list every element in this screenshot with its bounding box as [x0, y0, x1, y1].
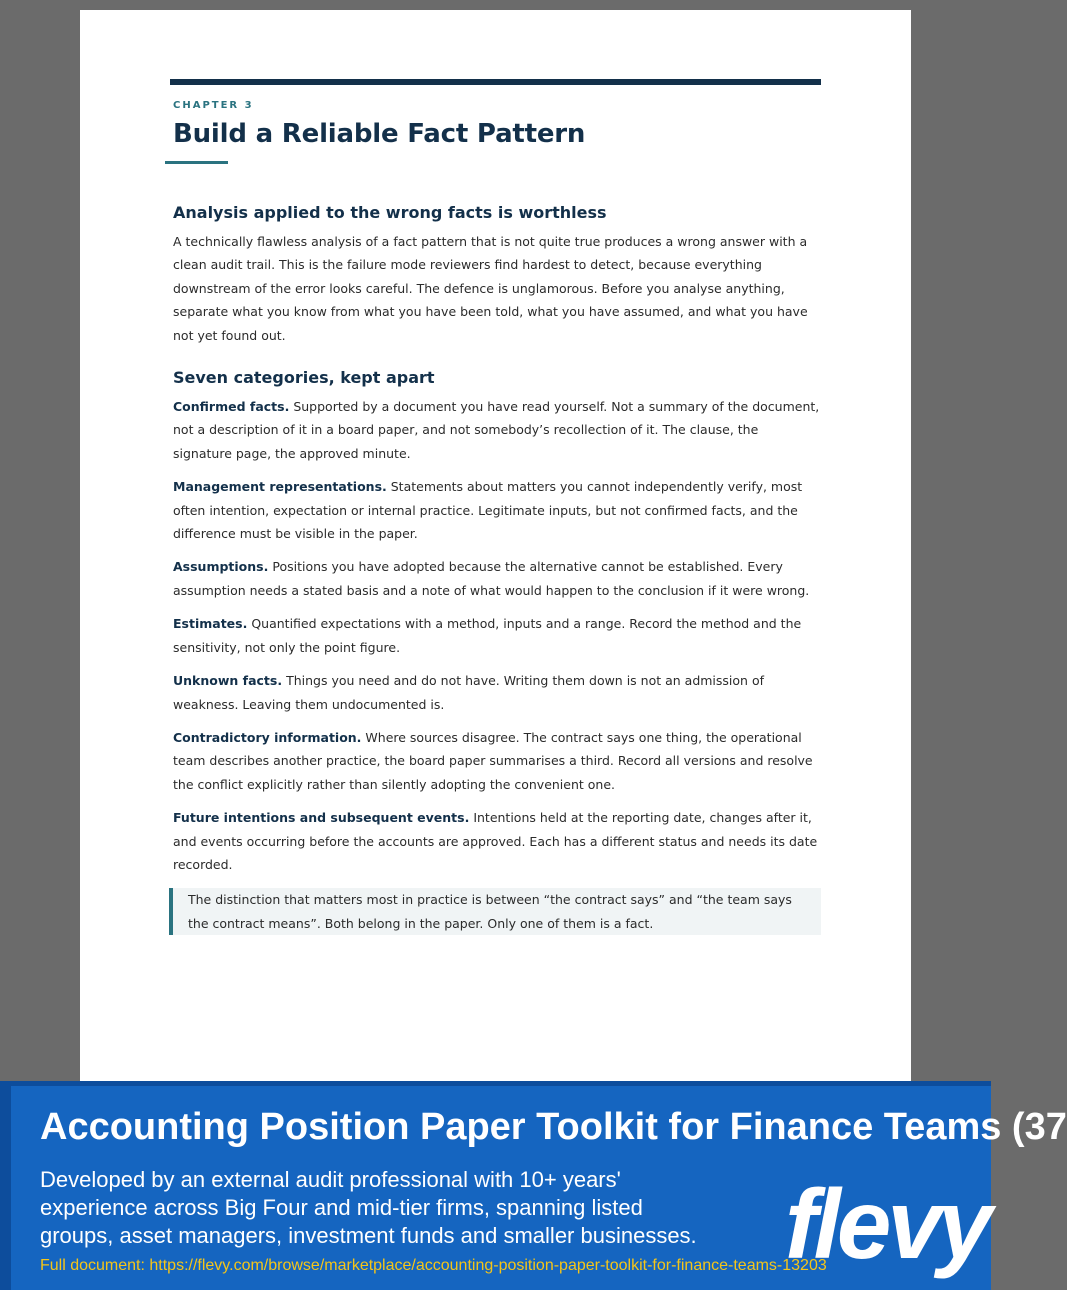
- banner-title-suffix: (37: [1001, 1106, 1067, 1148]
- banner-title-bold: Accounting Position Paper Toolkit for Finance Teams: [40, 1106, 1002, 1148]
- banner-top-strip: [0, 1081, 991, 1086]
- category-text: Supported by a document you have read yourself. Not a summary of the document, not a description of it in a board paper, and not somebody’s recollection of it. The clause, the signature page, the approved minute.: [173, 399, 820, 461]
- chapter-content: [173, 202, 821, 935]
- category-item: [173, 669, 821, 716]
- title-underline: [165, 161, 228, 164]
- category-term: Estimates.: [173, 616, 248, 632]
- category-item: [173, 726, 821, 796]
- section-body: A technically flawless analysis of a fact pattern that is not quite true produces a wrong answer with a clean audit trail. This is the failure mode reviewers find hardest to detect, because everything downstream of the error looks careful. The defence is unglamorous. Before you analyse anything, separate what you know from what you have been told, what you have assumed, and what you have not yet found out.: [173, 234, 808, 343]
- section-heading: Analysis applied to the wrong facts is worthless: [173, 203, 607, 222]
- category-term: Management representations.: [173, 479, 387, 495]
- category-text: Positions you have adopted because the alternative cannot be established. Every assumption needs a stated basis and a note of what would happen to the conclusion if it were wrong.: [173, 559, 810, 598]
- top-rule: [170, 79, 821, 85]
- banner-left-strip: [0, 1081, 11, 1290]
- category-text: Things you need and do not have. Writing them down is not an admission of weakness. Leaving them undocumented is.: [173, 673, 764, 712]
- category-term: Assumptions.: [173, 559, 269, 575]
- category-term: Contradictory information.: [173, 729, 362, 745]
- category-item: [173, 555, 821, 602]
- document-link[interactable]: Full document: https://flevy.com/browse/marketplace/accounting-position-paper-toolkit-for-finance-teams-13203: [40, 1257, 827, 1274]
- callout-box: The distinction that matters most in practice is between “the contract says” and “the team says the contract means”. Both belong in the paper. Only one of them is a fact.: [169, 888, 821, 935]
- category-text: Quantified expectations with a method, inputs and a range. Record the method and the sensitivity, not only the point figure.: [173, 616, 802, 655]
- category-item: [173, 395, 821, 465]
- category-text: Statements about matters you cannot independently verify, most often intention, expectation or internal practice. Legitimate inputs, but not confirmed facts, and the difference must be visible in the paper.: [173, 479, 803, 542]
- category-term: Future intentions and subsequent events.: [173, 810, 470, 826]
- category-item: [173, 475, 821, 545]
- category-text: Intentions held at the reporting date, changes after it, and events occurring before the accounts are approved. Each has a different status and needs its date recorded.: [173, 810, 818, 872]
- chapter-title: Build a Reliable Fact Pattern: [173, 119, 586, 149]
- chapter-label: CHAPTER 3: [173, 100, 254, 111]
- category-text: Where sources disagree. The contract says one thing, the operational team describes another practice, the board paper summarises a third. Record all versions and resolve the conflict explicitly rather than silently adopting the convenient one.: [173, 729, 813, 792]
- category-item: [173, 612, 821, 659]
- section-heading: Seven categories, kept apart: [173, 368, 435, 388]
- category-item: [173, 806, 821, 876]
- flevy-logo[interactable]: flevy: [785, 1169, 989, 1279]
- banner-title: [40, 1106, 1067, 1149]
- banner-description: Developed by an external audit professional with 10+ years' experience across Big Four and mid-tier firms, spanning listed groups, asset managers, investment funds and smaller businesses.: [40, 1167, 697, 1248]
- category-term: Confirmed facts.: [173, 399, 290, 415]
- category-term: Unknown facts.: [173, 673, 283, 689]
- document-page: [80, 10, 911, 1085]
